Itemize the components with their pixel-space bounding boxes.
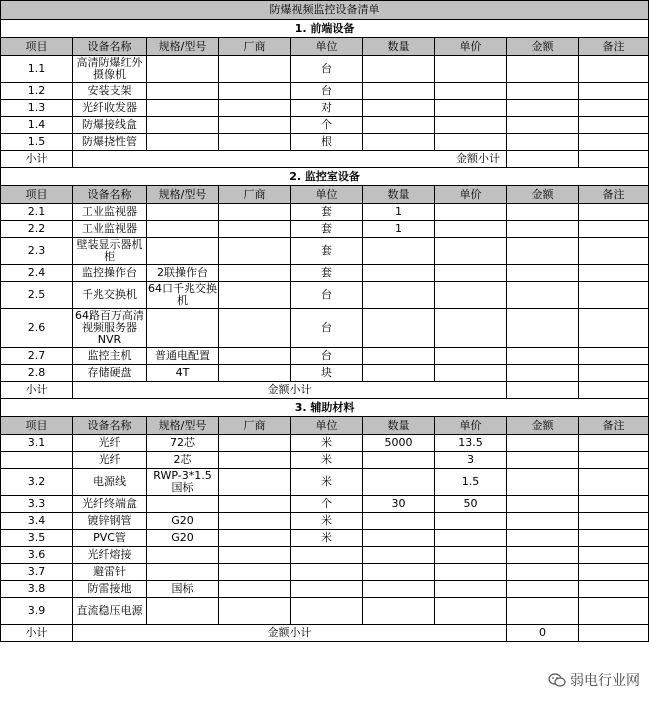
amount-cell	[507, 117, 579, 134]
remark-cell	[579, 100, 649, 117]
column-header-row	[1, 38, 649, 56]
unit-cell: 个	[291, 496, 363, 513]
unit-cell: 对	[291, 100, 363, 117]
amount-cell	[507, 547, 579, 564]
unit-cell: 块	[291, 365, 363, 382]
quantity-cell	[363, 564, 435, 581]
column-header: 备注	[579, 38, 649, 56]
column-header: 数量	[363, 38, 435, 56]
item-cell: 3.1	[1, 435, 73, 452]
table-body	[1, 1, 649, 642]
amount-cell	[507, 530, 579, 547]
spec-cell	[147, 83, 219, 100]
quantity-cell: 30	[363, 496, 435, 513]
vendor-cell	[219, 265, 291, 282]
device-name-cell: PVC管	[73, 530, 147, 547]
subtotal-remark	[579, 382, 649, 399]
amount-cell	[507, 83, 579, 100]
spec-cell: 64口千兆交换机	[148, 282, 217, 307]
quantity-cell	[363, 238, 435, 265]
remark-cell	[579, 117, 649, 134]
unit-cell: 台	[291, 282, 363, 309]
spec-cell	[147, 117, 219, 134]
spec-cell: 72芯	[147, 435, 219, 452]
amount-cell	[507, 513, 579, 530]
subtotal-text: 金额小计	[73, 151, 507, 168]
unit-price-cell	[435, 564, 507, 581]
vendor-cell	[219, 348, 291, 365]
device-name-cell: 存储硬盘	[73, 365, 147, 382]
column-header: 设备名称	[73, 38, 147, 56]
remark-cell	[579, 56, 649, 83]
device-name-cell: 监控操作台	[73, 265, 147, 282]
unit-price-cell	[435, 348, 507, 365]
vendor-cell	[219, 581, 291, 598]
spec-cell: RWP-3*1.5国标	[147, 469, 219, 496]
unit-price-cell	[435, 83, 507, 100]
unit-cell: 米	[291, 435, 363, 452]
vendor-cell	[219, 238, 291, 265]
table-row	[1, 238, 649, 265]
device-name-cell: 高清防爆红外摄像机	[73, 56, 147, 83]
spec-cell	[147, 598, 219, 625]
column-header: 备注	[579, 417, 649, 435]
wechat-icon	[548, 672, 566, 688]
remark-cell	[579, 83, 649, 100]
unit-price-cell	[435, 365, 507, 382]
vendor-cell	[219, 56, 291, 83]
device-name-cell: 光纤终端盒	[73, 496, 147, 513]
item-cell: 2.3	[1, 238, 73, 265]
amount-cell	[507, 452, 579, 469]
section-title-row	[1, 399, 649, 417]
unit-cell: 套	[291, 238, 363, 265]
quantity-cell	[363, 348, 435, 365]
unit-price-cell	[435, 282, 507, 309]
subtotal-amount	[507, 151, 579, 168]
remark-cell	[579, 365, 649, 382]
item-cell: 2.1	[1, 204, 73, 221]
device-name-cell: 工业监视器	[73, 221, 147, 238]
unit-cell: 台	[291, 309, 363, 348]
quantity-cell	[363, 452, 435, 469]
amount-cell	[507, 496, 579, 513]
quantity-cell	[363, 598, 435, 625]
column-header: 设备名称	[73, 186, 147, 204]
device-name-cell: 安装支架	[73, 83, 147, 100]
amount-cell	[507, 221, 579, 238]
item-cell: 3.3	[1, 496, 73, 513]
remark-cell	[579, 598, 649, 625]
remark-cell	[579, 435, 649, 452]
quantity-cell	[363, 365, 435, 382]
vendor-cell	[219, 282, 291, 309]
item-cell: 2.8	[1, 365, 73, 382]
column-header: 单位	[291, 38, 363, 56]
remark-cell	[579, 564, 649, 581]
table-row	[1, 265, 649, 282]
table-row	[1, 204, 649, 221]
vendor-cell	[219, 221, 291, 238]
spec-cell	[147, 547, 219, 564]
remark-cell	[579, 265, 649, 282]
column-header: 数量	[363, 186, 435, 204]
amount-cell	[507, 581, 579, 598]
table-row	[1, 309, 649, 348]
vendor-cell	[219, 547, 291, 564]
unit-price-cell	[435, 221, 507, 238]
unit-price-cell	[435, 56, 507, 83]
quantity-cell	[363, 581, 435, 598]
spec-cell	[147, 496, 219, 513]
unit-price-cell	[435, 309, 507, 348]
remark-cell	[579, 348, 649, 365]
table-row	[1, 365, 649, 382]
watermark-text: 弱电行业网	[570, 673, 640, 689]
unit-cell: 米	[291, 452, 363, 469]
sheet-title: 防爆视频监控设备清单	[1, 1, 649, 20]
column-header: 厂商	[219, 417, 291, 435]
column-header-row	[1, 186, 649, 204]
quantity-cell: 1	[363, 221, 435, 238]
unit-price-cell	[435, 547, 507, 564]
item-cell	[1, 452, 73, 469]
column-header: 厂商	[219, 186, 291, 204]
spec-cell	[147, 309, 219, 348]
amount-cell	[507, 100, 579, 117]
column-header-row	[1, 417, 649, 435]
unit-cell: 套	[291, 265, 363, 282]
spec-cell	[147, 221, 219, 238]
item-cell: 3.5	[1, 530, 73, 547]
quantity-cell	[363, 134, 435, 151]
unit-cell: 根	[291, 134, 363, 151]
unit-cell: 个	[291, 117, 363, 134]
column-header: 金额	[507, 38, 579, 56]
device-name-cell: 防爆挠性管	[73, 134, 147, 151]
item-cell: 1.1	[1, 56, 73, 83]
device-name-cell: 电源线	[73, 469, 147, 496]
vendor-cell	[219, 100, 291, 117]
unit-cell: 台	[291, 56, 363, 83]
table-row	[1, 134, 649, 151]
remark-cell	[579, 238, 649, 265]
table-row	[1, 83, 649, 100]
table-row	[1, 56, 649, 83]
unit-cell: 套	[291, 204, 363, 221]
spec-cell: G20	[147, 513, 219, 530]
table-row	[1, 496, 649, 513]
table-row	[1, 348, 649, 365]
amount-cell	[507, 365, 579, 382]
item-cell: 2.4	[1, 265, 73, 282]
amount-cell	[507, 238, 579, 265]
unit-price-cell	[435, 513, 507, 530]
column-header: 数量	[363, 417, 435, 435]
device-name-cell: 千兆交换机	[73, 282, 147, 309]
remark-cell	[579, 309, 649, 348]
subtotal-row	[1, 151, 649, 168]
amount-cell	[507, 204, 579, 221]
table-row	[1, 469, 649, 496]
unit-price-cell: 1.5	[435, 469, 507, 496]
amount-cell	[507, 282, 579, 309]
subtotal-remark	[579, 625, 649, 642]
section-title: 1. 前端设备	[1, 20, 649, 38]
table-row	[1, 564, 649, 581]
item-cell: 1.2	[1, 83, 73, 100]
item-cell: 2.7	[1, 348, 73, 365]
unit-price-cell: 50	[435, 496, 507, 513]
subtotal-label: 小计	[1, 625, 73, 642]
vendor-cell	[219, 469, 291, 496]
device-name-cell: 光纤收发器	[73, 100, 147, 117]
device-name-cell: 监控主机	[73, 348, 147, 365]
quantity-cell	[363, 117, 435, 134]
vendor-cell	[219, 134, 291, 151]
column-header: 项目	[1, 38, 73, 56]
item-cell: 3.6	[1, 547, 73, 564]
remark-cell	[579, 513, 649, 530]
device-name-cell: 壁装显示器机柜	[73, 238, 147, 265]
amount-cell	[507, 134, 579, 151]
unit-cell: 台	[291, 348, 363, 365]
spec-cell: 普通电配置	[147, 348, 219, 365]
spec-cell	[147, 204, 219, 221]
unit-price-cell	[435, 100, 507, 117]
spec-cell	[147, 56, 219, 83]
item-cell: 2.5	[1, 282, 73, 309]
unit-price-cell	[435, 581, 507, 598]
table-row	[1, 282, 649, 309]
section-title: 2. 监控室设备	[1, 168, 649, 186]
unit-cell	[291, 581, 363, 598]
column-header: 单位	[291, 186, 363, 204]
table-row	[1, 547, 649, 564]
column-header: 单价	[435, 38, 507, 56]
subtotal-amount	[507, 382, 579, 399]
column-header: 规格/型号	[147, 38, 219, 56]
device-name-cell: 直流稳压电源	[73, 598, 147, 625]
subtotal-label: 小计	[1, 382, 73, 399]
vendor-cell	[219, 564, 291, 581]
amount-cell	[507, 469, 579, 496]
unit-cell: 套	[291, 221, 363, 238]
table-row	[1, 513, 649, 530]
unit-price-cell	[435, 117, 507, 134]
unit-price-cell: 13.5	[435, 435, 507, 452]
unit-price-cell	[435, 134, 507, 151]
subtotal-amount: 0	[507, 625, 579, 642]
remark-cell	[579, 452, 649, 469]
unit-price-cell	[435, 530, 507, 547]
device-name-cell: 工业监视器	[73, 204, 147, 221]
item-cell: 3.9	[1, 598, 73, 625]
vendor-cell	[219, 496, 291, 513]
spec-cell	[147, 238, 219, 265]
vendor-cell	[219, 365, 291, 382]
device-name-cell: 防爆接线盒	[73, 117, 147, 134]
quantity-cell	[363, 309, 435, 348]
remark-cell	[579, 530, 649, 547]
vendor-cell	[219, 435, 291, 452]
quantity-cell	[363, 547, 435, 564]
quantity-cell	[363, 56, 435, 83]
spec-cell	[147, 134, 219, 151]
remark-cell	[579, 469, 649, 496]
table-row	[1, 452, 649, 469]
unit-price-cell	[435, 204, 507, 221]
title-row	[1, 1, 649, 20]
column-header: 项目	[1, 417, 73, 435]
column-header: 单价	[435, 186, 507, 204]
column-header: 设备名称	[73, 417, 147, 435]
table-row	[1, 100, 649, 117]
amount-cell	[507, 598, 579, 625]
item-cell: 3.4	[1, 513, 73, 530]
device-name-cell: 光纤	[73, 452, 147, 469]
quantity-cell	[363, 513, 435, 530]
column-header: 备注	[579, 186, 649, 204]
remark-cell	[579, 282, 649, 309]
subtotal-remark	[579, 151, 649, 168]
subtotal-row	[1, 625, 649, 642]
subtotal-text: 金额小计	[73, 625, 507, 642]
column-header: 金额	[507, 186, 579, 204]
device-name-cell: 防雷接地	[73, 581, 147, 598]
item-cell: 1.4	[1, 117, 73, 134]
device-name-cell: 镀锌钢管	[73, 513, 147, 530]
vendor-cell	[219, 598, 291, 625]
unit-cell: 米	[291, 469, 363, 496]
device-name-cell: 避雷针	[73, 564, 147, 581]
spec-cell: 国标	[147, 581, 219, 598]
subtotal-label: 小计	[1, 151, 73, 168]
quantity-cell	[363, 83, 435, 100]
item-cell: 3.7	[1, 564, 73, 581]
table-row	[1, 598, 649, 625]
item-cell: 1.3	[1, 100, 73, 117]
vendor-cell	[219, 530, 291, 547]
vendor-cell	[219, 452, 291, 469]
item-cell: 2.6	[1, 309, 73, 348]
unit-cell	[291, 564, 363, 581]
spec-cell: 2芯	[147, 452, 219, 469]
quantity-cell	[363, 265, 435, 282]
table-row	[1, 435, 649, 452]
spec-cell	[147, 100, 219, 117]
remark-cell	[579, 204, 649, 221]
amount-cell	[507, 56, 579, 83]
spec-cell: 4T	[147, 365, 219, 382]
unit-cell: 台	[291, 83, 363, 100]
vendor-cell	[219, 117, 291, 134]
amount-cell	[507, 564, 579, 581]
subtotal-row	[1, 382, 649, 399]
vendor-cell	[219, 83, 291, 100]
column-header: 单位	[291, 417, 363, 435]
vendor-cell	[219, 513, 291, 530]
quantity-cell	[363, 100, 435, 117]
remark-cell	[579, 547, 649, 564]
unit-price-cell	[435, 238, 507, 265]
column-header: 项目	[1, 186, 73, 204]
table-row	[1, 581, 649, 598]
unit-price-cell	[435, 265, 507, 282]
unit-cell	[291, 547, 363, 564]
spec-cell: G20	[147, 530, 219, 547]
quantity-cell: 5000	[363, 435, 435, 452]
unit-price-cell: 3	[435, 452, 507, 469]
amount-cell	[507, 309, 579, 348]
spec-cell: 2联操作台	[147, 265, 219, 282]
column-header: 金额	[507, 417, 579, 435]
table-row	[1, 530, 649, 547]
unit-cell: 米	[291, 530, 363, 547]
amount-cell	[507, 265, 579, 282]
spec-cell	[147, 564, 219, 581]
device-name-cell: 光纤	[73, 435, 147, 452]
column-header: 规格/型号	[147, 186, 219, 204]
item-cell: 1.5	[1, 134, 73, 151]
column-header: 单价	[435, 417, 507, 435]
item-cell: 2.2	[1, 221, 73, 238]
table-row	[1, 117, 649, 134]
section-title-row	[1, 20, 649, 38]
device-name-cell: 64路百万高清视频服务器NVR	[73, 309, 147, 348]
vendor-cell	[219, 309, 291, 348]
amount-cell	[507, 435, 579, 452]
remark-cell	[579, 134, 649, 151]
vendor-cell	[219, 204, 291, 221]
quantity-cell	[363, 282, 435, 309]
item-cell: 3.8	[1, 581, 73, 598]
unit-price-cell	[435, 598, 507, 625]
remark-cell	[579, 581, 649, 598]
subtotal-text: 金额小计	[73, 382, 507, 399]
watermark	[548, 670, 640, 690]
quantity-cell: 1	[363, 204, 435, 221]
unit-cell	[291, 598, 363, 625]
quantity-cell	[363, 530, 435, 547]
column-header: 规格/型号	[147, 417, 219, 435]
device-name-cell: 光纤熔接	[73, 547, 147, 564]
column-header: 厂商	[219, 38, 291, 56]
remark-cell	[579, 221, 649, 238]
unit-cell: 米	[291, 513, 363, 530]
quantity-cell	[363, 469, 435, 496]
remark-cell	[579, 496, 649, 513]
item-cell: 3.2	[1, 469, 73, 496]
table-row	[1, 221, 649, 238]
section-title: 3. 辅助材料	[1, 399, 649, 417]
section-title-row	[1, 168, 649, 186]
amount-cell	[507, 348, 579, 365]
